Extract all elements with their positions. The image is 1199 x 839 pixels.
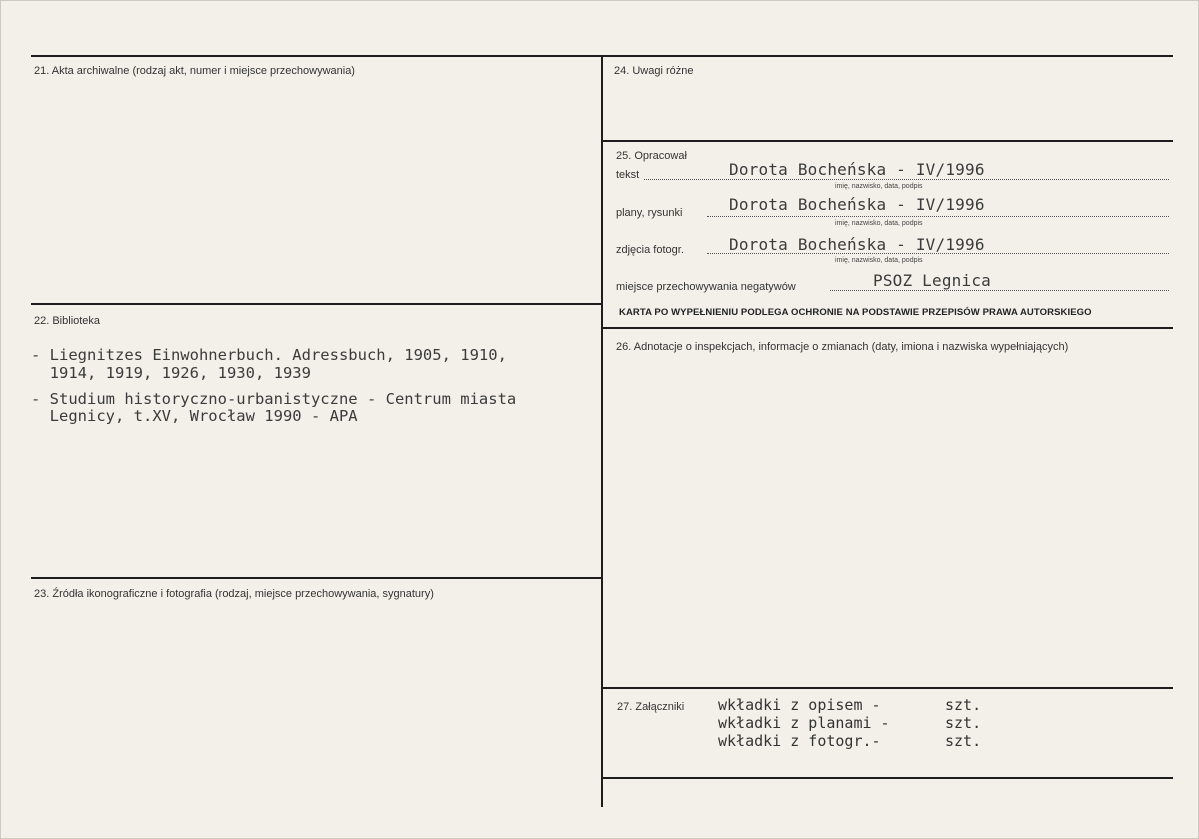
library-entry-line: - Liegnitzes Einwohnerbuch. Adressbuch, 1905, 1910, (31, 346, 507, 364)
tekst-dotted-line (644, 179, 1169, 180)
attachment-item: wkładki z planami - (718, 714, 890, 732)
section-25-label: 25. Opracował (616, 150, 687, 162)
attachment-unit: szt. (945, 696, 982, 714)
section-26-label: 26. Adnotacje o inspekcjach, informacje o zmianach (daty, imiona i nazwiska wypełniających) (616, 341, 1069, 353)
library-entry-line: - Studium historyczno-urbanistyczne - Centrum miasta (31, 390, 517, 408)
tekst-label: tekst (616, 169, 640, 181)
section-23-label: 23. Źródła ikonograficzne i fotografia (rodzaj, miejsce przechowywania, sygnatury) (34, 588, 434, 600)
negatywy-value: PSOZ Legnica (873, 271, 991, 290)
attachment-item: wkładki z opisem - (718, 696, 881, 714)
tekst-value: Dorota Bocheńska - IV/1996 (729, 160, 985, 179)
section-21-label: 21. Akta archiwalne (rodzaj akt, numer i miejsce przechowywania) (34, 65, 355, 77)
attachment-unit: szt. (945, 732, 982, 750)
zdjecia-value: Dorota Bocheńska - IV/1996 (729, 235, 985, 254)
center-divider (601, 55, 603, 807)
tekst-hint: imię, nazwisko, data, podpis (835, 183, 923, 190)
attachment-item: wkładki z fotogr.- (718, 732, 881, 750)
rule-22-23 (31, 577, 602, 579)
zdjecia-hint: imię, nazwisko, data, podpis (835, 257, 923, 264)
plany-label: plany, rysunki (616, 207, 683, 219)
negatywy-dotted-line (830, 290, 1169, 291)
library-entry-line: Legnicy, t.XV, Wrocław 1990 - APA (31, 407, 358, 425)
rule-26-27 (602, 687, 1173, 689)
section-27-label: 27. Załączniki (617, 701, 685, 713)
plany-dotted-line (707, 216, 1169, 217)
section-24-label: 24. Uwagi różne (614, 65, 694, 77)
rule-27-bottom (602, 777, 1173, 779)
rule-21-22 (31, 303, 602, 305)
plany-value: Dorota Bocheńska - IV/1996 (729, 195, 985, 214)
plany-hint: imię, nazwisko, data, podpis (835, 220, 923, 227)
library-entry-line: 1914, 1919, 1926, 1930, 1939 (31, 364, 311, 382)
rule-24-25 (602, 140, 1173, 142)
copyright-notice: KARTA PO WYPEŁNIENIU PODLEGA OCHRONIE NA PODSTAWIE PRZEPISÓW PRAWA AUTORSKIEGO (619, 307, 1092, 318)
rule-25-26 (602, 327, 1173, 329)
zdjecia-label: zdjęcia fotogr. (616, 244, 684, 256)
section-22-label: 22. Biblioteka (34, 315, 101, 327)
attachment-unit: szt. (945, 714, 982, 732)
negatywy-label: miejsce przechowywania negatywów (616, 281, 796, 293)
